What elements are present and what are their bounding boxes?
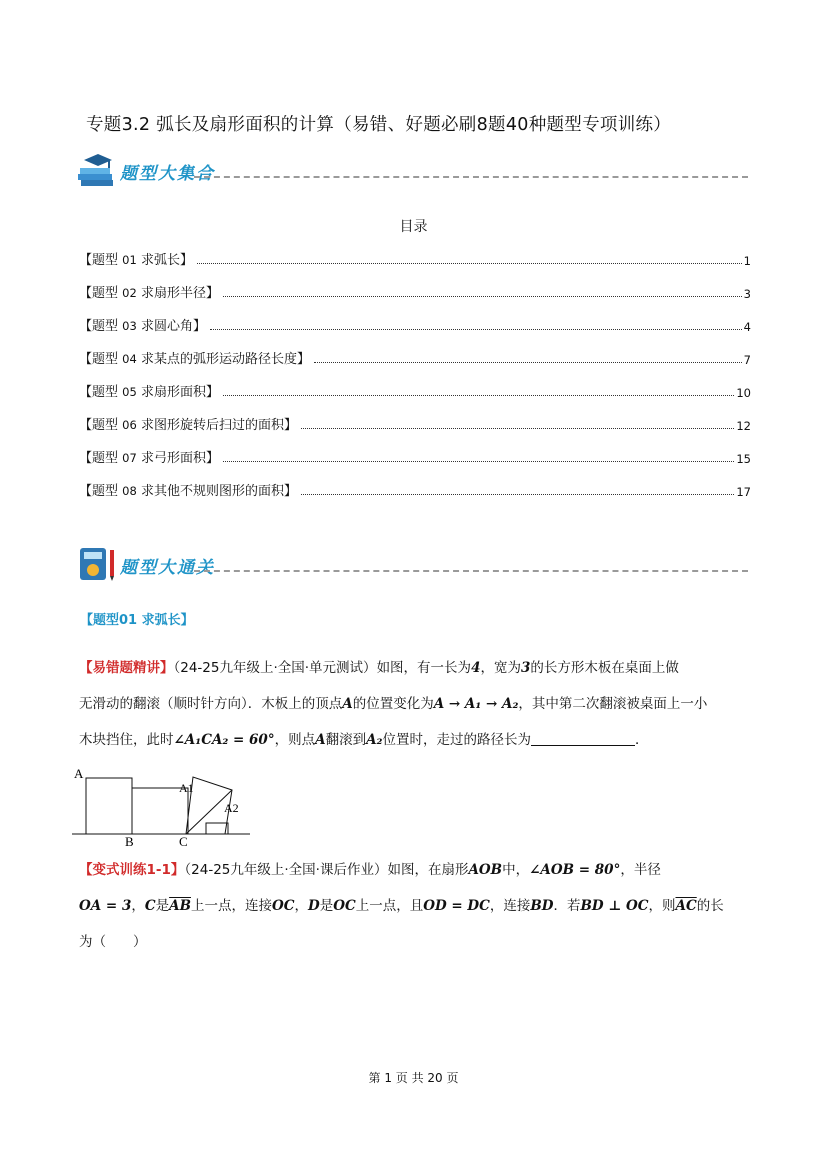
toc-item[interactable]: 【题型 06 求图形旋转后扫过的面积】 12 (79, 418, 751, 433)
banner-label: 题型大集合 (120, 164, 215, 184)
toc-heading: 目录 (399, 219, 428, 235)
page-title: 专题3.2 弧长及扇形面积的计算（易错、好题必刷8题40种题型专项训练） (86, 115, 672, 135)
answer-blank[interactable] (531, 731, 635, 746)
toc-leader (223, 461, 734, 462)
banner-divider (194, 176, 748, 178)
problem-tag: 【变式训练1-1】 (79, 862, 185, 878)
toc-leader (210, 329, 742, 330)
problem-1-line-1: 【易错题精讲】（24-25九年级上·全国·单元测试）如图，有一长为4，宽为3的长方形木板在桌面上做 (79, 660, 679, 676)
section-title: 【题型01 求弧长】 (80, 613, 194, 628)
toc-item[interactable]: 【题型 01 求弧长】 1 (79, 253, 751, 268)
toc-leader (301, 494, 734, 495)
problem-2 (79, 852, 751, 960)
toc-page-number: 4 (743, 320, 751, 334)
books-graduation-icon (76, 150, 122, 190)
label-C: C (179, 834, 188, 849)
banner-divider (194, 570, 748, 572)
banner-practice (76, 544, 748, 584)
label-A: A (74, 766, 84, 781)
toc-page-number: 17 (736, 485, 751, 499)
toc-page-number: 10 (736, 386, 751, 400)
toc-item[interactable]: 【题型 03 求圆心角】 4 (79, 319, 751, 334)
toc-item[interactable]: 【题型 05 求扇形面积】 10 (79, 385, 751, 400)
toc-item[interactable]: 【题型 04 求某点的弧形运动路径长度】 7 (79, 352, 751, 367)
problem-2-line-1: 【变式训练1-1】（24-25九年级上·全国·课后作业）如图，在扇形AOB中，∠AOB = 80°，半径 (79, 862, 661, 878)
toc-leader (223, 296, 742, 297)
toc-leader (197, 263, 742, 264)
problem-tag: 【易错题精讲】 (79, 660, 174, 676)
toc-item[interactable]: 【题型 07 求弓形面积】 15 (79, 451, 751, 466)
problem-1-line-2: 无滑动的翻滚（顺时针方向）．木板上的顶点A的位置变化为A → A₁ → A₂，其中第二次翻滚被桌面上一小 (79, 696, 708, 712)
toc-page-number: 7 (743, 353, 751, 367)
toc-page-number: 12 (736, 419, 751, 433)
problem-1 (79, 650, 751, 758)
banner-label: 题型大通关 (120, 558, 215, 578)
toc-leader (301, 428, 734, 429)
page-footer: 第 1 页 共 20 页 (368, 1071, 459, 1085)
toc-item[interactable]: 【题型 08 求其他不规则图形的面积】 17 (79, 484, 751, 499)
toc-page-number: 3 (743, 287, 751, 301)
problem-1-line-3: 木块挡住，此时∠A₁CA₂ = 60°，则点A翻滚到A₂位置时，走过的路径长为 ． (79, 732, 649, 748)
rolling-board-figure (72, 764, 254, 849)
label-A1: A1 (179, 781, 194, 795)
problem-2-line-3: 为（ ） (79, 934, 147, 950)
label-A2: A2 (224, 801, 239, 815)
problem-2-line-2: OA = 3，C是$\overline{AB}$上一点，连接OC，D是OC上一点，且OD = DC，连接BD．若BD ⊥ OC，则$\overline{AC}$的长 (79, 898, 724, 914)
calculator-icon (76, 544, 122, 584)
toc-page-number: 1 (743, 254, 751, 268)
toc-page-number: 15 (736, 452, 751, 466)
label-B: B (125, 834, 134, 849)
toc-leader (314, 362, 742, 363)
banner-question-types (76, 150, 748, 190)
toc-item[interactable]: 【题型 02 求扇形半径】 3 (79, 286, 751, 301)
toc-leader (223, 395, 734, 396)
